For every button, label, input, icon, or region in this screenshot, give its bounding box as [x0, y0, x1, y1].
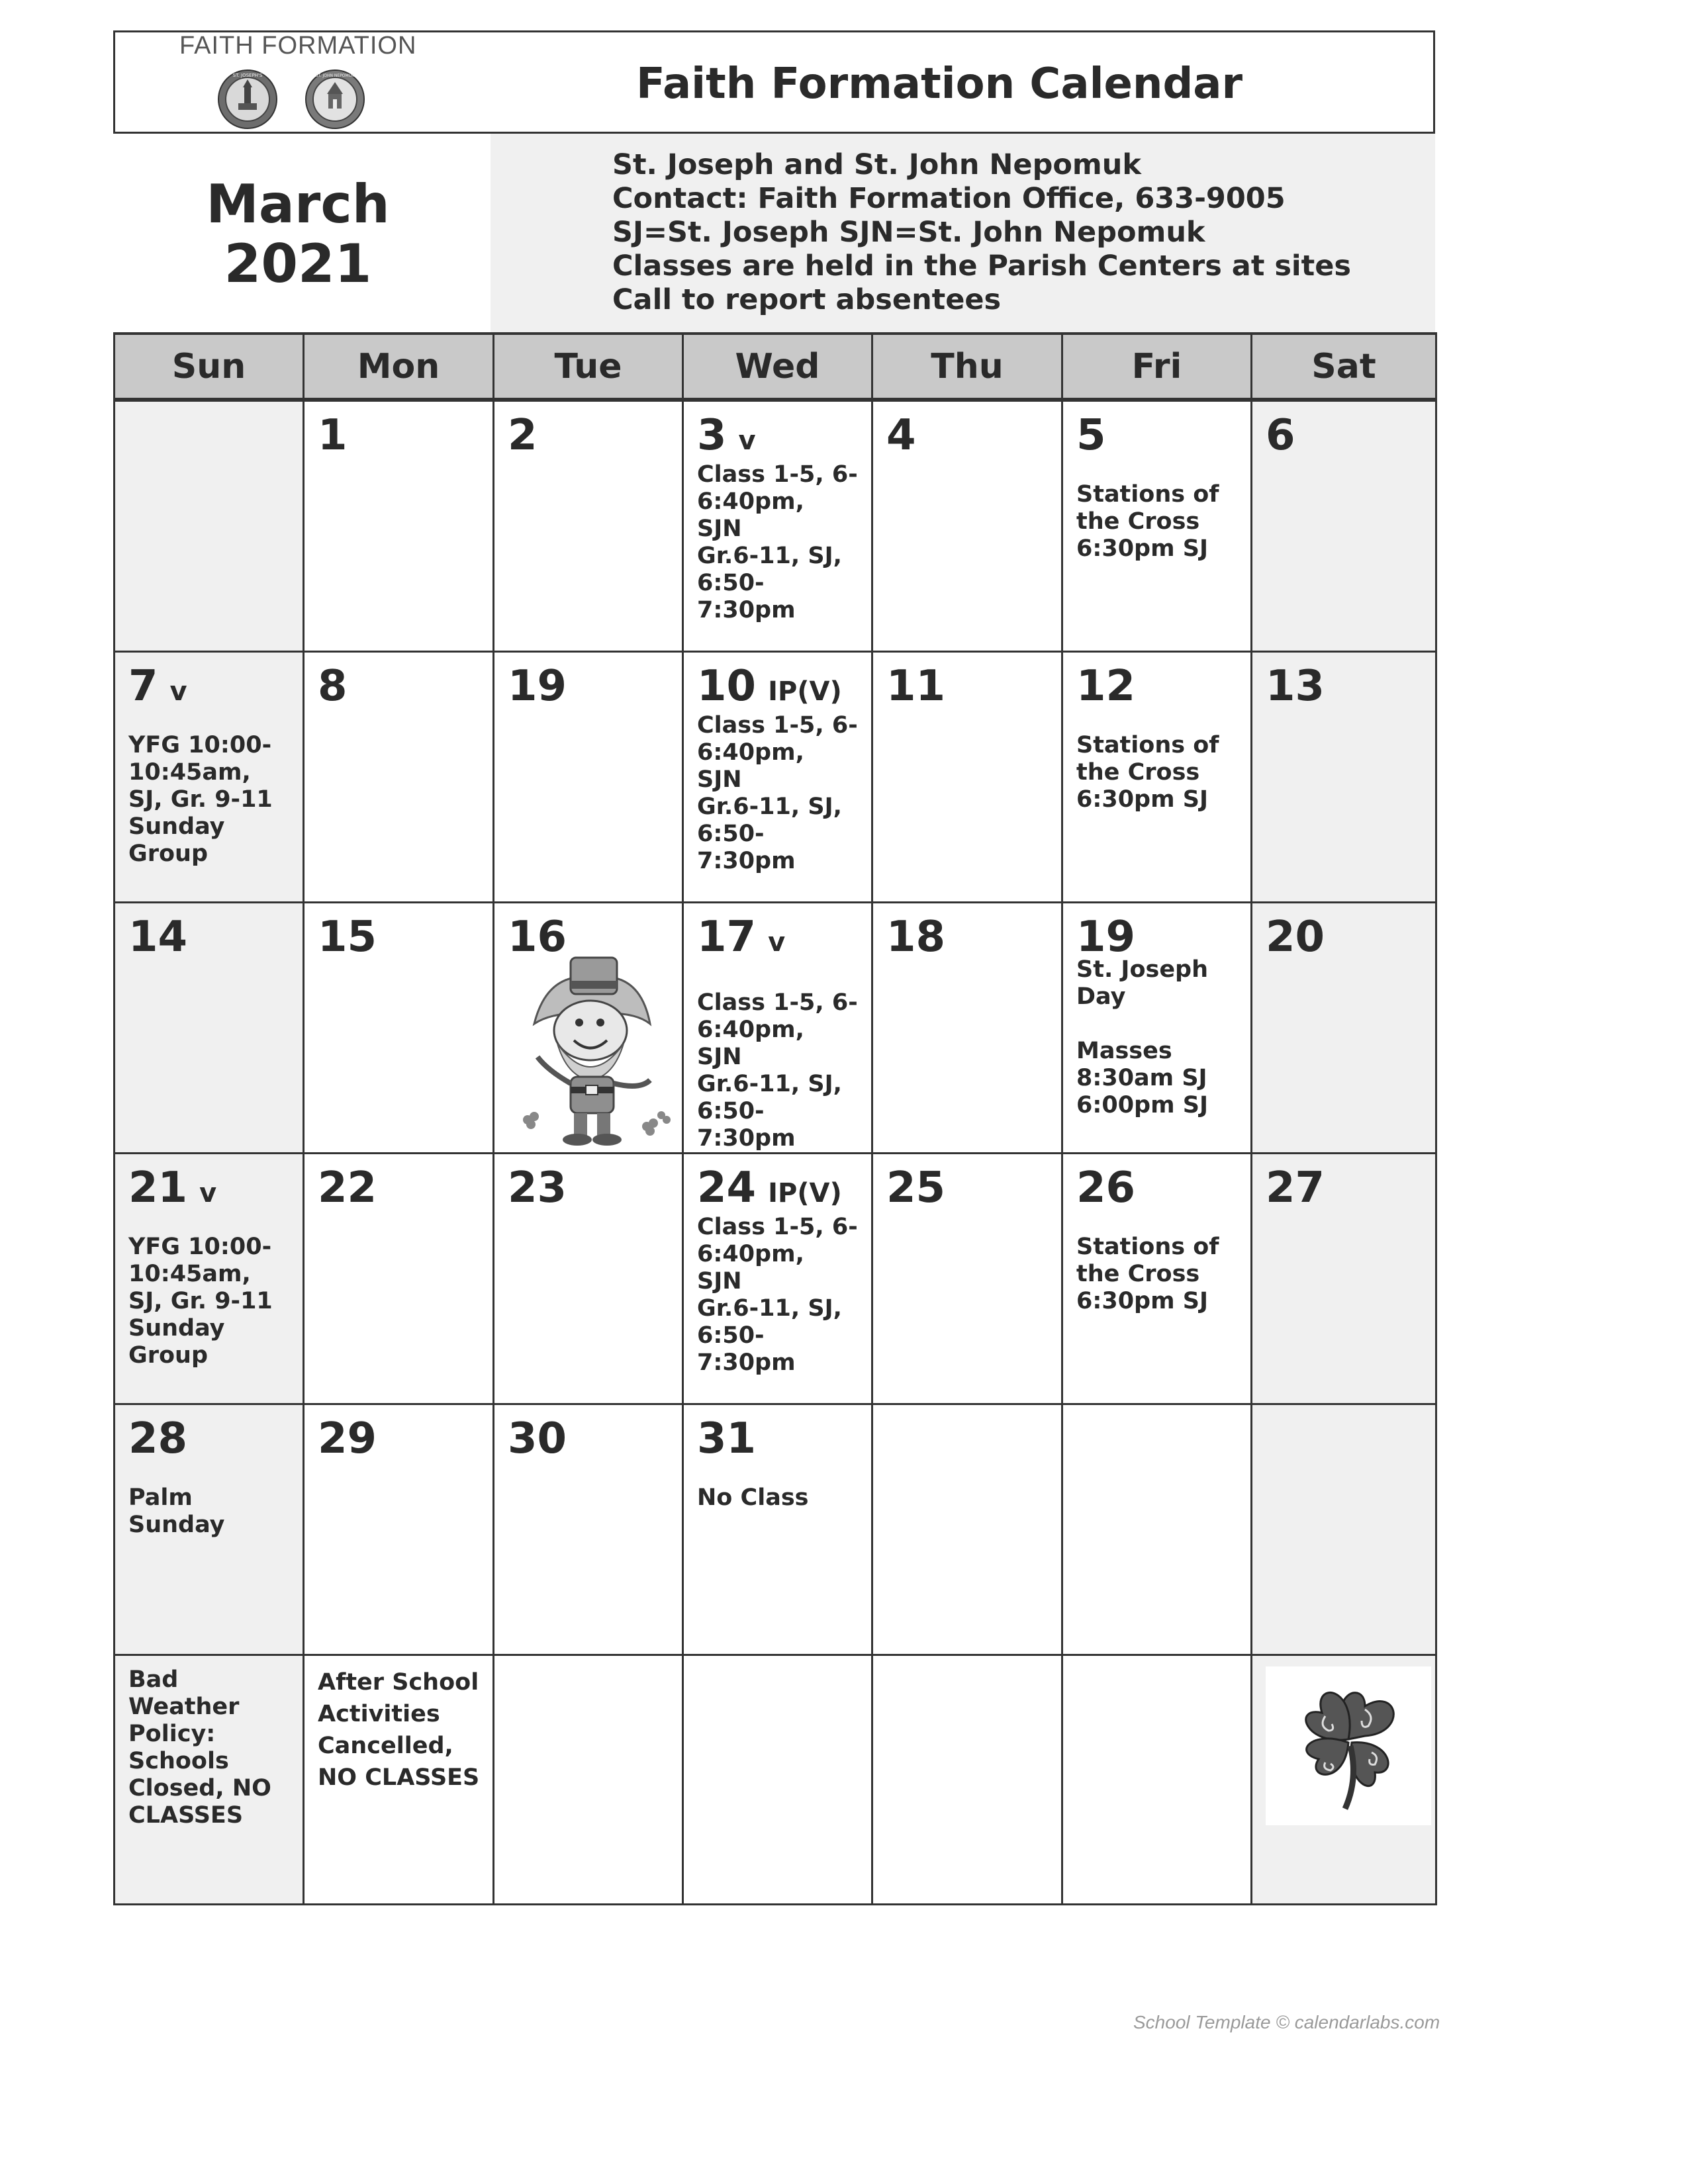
- day-number-value: 27: [1266, 1163, 1325, 1212]
- day-number: [1076, 662, 1135, 711]
- month-box: [113, 134, 491, 332]
- day-events: [1076, 1234, 1244, 1315]
- day-cell-16: [492, 901, 684, 1154]
- day-tag: v: [768, 927, 786, 958]
- day-number-value: 18: [886, 913, 946, 962]
- day-events: [1076, 732, 1244, 813]
- day-number-value: 26: [1076, 1163, 1136, 1212]
- day-number-value: 4: [886, 411, 916, 460]
- day-cell-empty: [871, 1403, 1063, 1656]
- day-number: [508, 411, 538, 460]
- event-line: Sunday: [128, 1315, 225, 1342]
- day-events: [128, 1484, 296, 1539]
- event-line: SJN: [697, 1268, 742, 1295]
- day-number: [508, 1414, 567, 1463]
- day-number-value: 7: [128, 662, 158, 711]
- info-line-classes-location: Classes are held in the Parish Centers at sites: [612, 250, 1351, 283]
- event-line: 6:40pm,: [697, 1017, 804, 1043]
- weekday-label: Thu: [931, 347, 1004, 387]
- day-number: [886, 1163, 945, 1212]
- event-line: Class 1-5, 6-: [697, 989, 858, 1016]
- footer-cell-empty: [682, 1654, 873, 1905]
- info-line-absentees: Call to report absentees: [612, 283, 1002, 316]
- event-line: SJ, Gr. 9-11: [128, 786, 273, 813]
- event-line: Group: [128, 1342, 209, 1369]
- weekday-header-thu: [871, 332, 1063, 400]
- day-number-value: 28: [128, 1414, 188, 1463]
- day-number: [128, 1414, 187, 1463]
- st-john-nepomuk-seal-icon: [305, 69, 365, 130]
- day-events: [128, 1234, 296, 1369]
- calendar-header: [113, 30, 1435, 134]
- event-line: 6:30pm SJ: [1076, 1288, 1208, 1314]
- event-line: Sunday: [128, 813, 225, 840]
- day-number-value: 30: [508, 1414, 567, 1463]
- day-cell-12: [1061, 651, 1252, 903]
- event-line: 7:30pm: [697, 597, 796, 623]
- day-cell-22: [303, 1152, 494, 1405]
- info-line-parishes: St. Joseph and St. John Nepomuk: [612, 148, 1141, 181]
- day-cell-27: [1250, 1152, 1437, 1405]
- day-number: [1266, 913, 1325, 962]
- day-number: [886, 411, 916, 460]
- event-line: 7:30pm: [697, 1125, 796, 1152]
- event-line: 6:50-: [697, 1098, 765, 1124]
- event-line: Masses: [1076, 1038, 1172, 1064]
- day-cell-30: [492, 1403, 684, 1656]
- event-line: Stations of: [1076, 1234, 1219, 1260]
- event-line: SJ, Gr. 9-11: [128, 1288, 273, 1314]
- day-cell-15: [303, 901, 494, 1154]
- event-line: SJN: [697, 766, 742, 793]
- note-line: Weather: [128, 1694, 240, 1720]
- event-spacer: [1076, 1011, 1244, 1038]
- day-number: [508, 1163, 567, 1212]
- day-cell-11: [871, 651, 1063, 903]
- day-number: [318, 662, 348, 711]
- seal-1-text: ST. JOSEPH'S: [232, 73, 263, 78]
- note-line: After School: [318, 1669, 479, 1696]
- event-line: SJN: [697, 1044, 742, 1070]
- day-tag: v: [199, 1178, 217, 1208]
- day-number: [697, 1163, 842, 1212]
- day-cell-13: [1250, 651, 1437, 903]
- note-text: [128, 1666, 297, 1829]
- day-number: [1076, 1163, 1135, 1212]
- day-number: [128, 1163, 216, 1212]
- day-number: [128, 913, 187, 962]
- event-line: Gr.6-11, SJ,: [697, 1071, 842, 1097]
- event-line: Class 1-5, 6-: [697, 712, 858, 739]
- day-number-value: 10: [697, 662, 757, 711]
- weekday-label: Tue: [554, 347, 622, 387]
- weekday-header-sun: [113, 332, 305, 400]
- weekday-header-sat: [1250, 332, 1437, 400]
- day-cell-10: [682, 651, 873, 903]
- event-line: Sunday: [128, 1512, 225, 1538]
- event-line: the Cross: [1076, 508, 1200, 535]
- month-year: 2021: [224, 233, 372, 295]
- day-number: [318, 1163, 377, 1212]
- day-number-value: 17: [697, 913, 757, 962]
- day-events: [697, 989, 865, 1152]
- day-cell-empty: [1250, 1403, 1437, 1656]
- after-school-note: [303, 1654, 494, 1905]
- day-number-value: 11: [886, 662, 946, 711]
- event-line: YFG 10:00-: [128, 1234, 272, 1260]
- event-line: Class 1-5, 6-: [697, 1214, 858, 1240]
- note-line: Activities: [318, 1701, 440, 1727]
- day-cell-5: [1061, 400, 1252, 653]
- event-line: 7:30pm: [697, 1349, 796, 1376]
- day-number: [697, 411, 756, 460]
- event-line: Stations of: [1076, 732, 1219, 758]
- day-number: [697, 662, 842, 711]
- event-line: 7:30pm: [697, 848, 796, 874]
- day-events: [697, 1484, 865, 1512]
- day-number-value: 31: [697, 1414, 757, 1463]
- info-row: [113, 134, 1435, 332]
- day-number-value: 19: [1076, 913, 1136, 962]
- event-line: 6:50-: [697, 821, 765, 847]
- footer-cell-empty: [871, 1654, 1063, 1905]
- day-cell-8: [303, 651, 494, 903]
- event-line: Class 1-5, 6-: [697, 461, 858, 488]
- event-line: the Cross: [1076, 759, 1200, 786]
- day-number: [318, 1414, 377, 1463]
- event-line: 6:30pm SJ: [1076, 535, 1208, 562]
- day-cell-7: [113, 651, 305, 903]
- day-tag: IP(V): [768, 1178, 842, 1208]
- note-line: Cancelled,: [318, 1733, 453, 1759]
- day-cell-2: [492, 400, 684, 653]
- day-cell-17: [682, 901, 873, 1154]
- day-cell-28: [113, 1403, 305, 1656]
- day-cell-20: [1250, 901, 1437, 1154]
- day-cell-19: [492, 651, 684, 903]
- day-events: [697, 1214, 865, 1377]
- calendar-grid: [113, 332, 1435, 1903]
- shamrock-icon: [1266, 1666, 1431, 1825]
- info-line-contact: Contact: Faith Formation Office, 633-9005: [612, 182, 1286, 215]
- day-cell-21: [113, 1152, 305, 1405]
- event-line: St. Joseph: [1076, 956, 1209, 983]
- day-cell-26: [1061, 1152, 1252, 1405]
- day-number-value: 13: [1266, 662, 1325, 711]
- day-number-value: 24: [697, 1163, 757, 1212]
- event-line: 6:50-: [697, 1322, 765, 1349]
- day-events: [1076, 481, 1244, 563]
- day-number-value: 15: [318, 913, 377, 962]
- event-line: the Cross: [1076, 1261, 1200, 1287]
- event-line: 6:50-: [697, 570, 765, 596]
- weekday-header-fri: [1061, 332, 1252, 400]
- note-line: Schools: [128, 1748, 229, 1774]
- info-line-abbreviations: SJ=St. Joseph SJN=St. John Nepomuk: [612, 216, 1205, 249]
- note-line: Closed, NO: [128, 1775, 271, 1801]
- weekday-header-tue: [492, 332, 684, 400]
- footer-cell-empty: [1061, 1654, 1252, 1905]
- event-line: 6:40pm,: [697, 488, 804, 515]
- event-line: 6:40pm,: [697, 1241, 804, 1267]
- day-tag: v: [738, 426, 756, 456]
- event-line: 8:30am SJ: [1076, 1065, 1207, 1091]
- day-number-value: 3: [697, 411, 727, 460]
- seal-2-text: ST. JOHN NEPOMUK: [315, 73, 355, 78]
- day-events: [697, 712, 865, 875]
- event-line: Gr.6-11, SJ,: [697, 543, 842, 569]
- day-number-value: 12: [1076, 662, 1136, 711]
- event-line: Day: [1076, 983, 1126, 1010]
- day-cell-4: [871, 400, 1063, 653]
- page-title: Faith Formation Calendar: [636, 60, 1243, 109]
- event-line: 10:45am,: [128, 1261, 251, 1287]
- day-tag: v: [169, 676, 187, 707]
- month-name: March: [206, 173, 390, 235]
- day-number-value: 22: [318, 1163, 377, 1212]
- day-number-value: 23: [508, 1163, 567, 1212]
- day-cell-1: [303, 400, 494, 653]
- note-line: NO CLASSES: [318, 1764, 480, 1791]
- day-number-value: 25: [886, 1163, 946, 1212]
- weekday-label: Wed: [735, 347, 820, 387]
- weekday-label: Sun: [171, 347, 246, 387]
- event-line: Stations of: [1076, 481, 1219, 508]
- day-cell-6: [1250, 400, 1437, 653]
- day-cell-empty: [1061, 1403, 1252, 1656]
- day-number: [697, 1414, 756, 1463]
- day-number-value: 14: [128, 913, 188, 962]
- day-number: [128, 662, 187, 711]
- note-text: [318, 1666, 487, 1794]
- event-line: 10:45am,: [128, 759, 251, 786]
- info-box: [491, 134, 1435, 332]
- day-cell-14: [113, 901, 305, 1154]
- day-number-value: 16: [508, 913, 567, 962]
- event-line: 6:40pm,: [697, 739, 804, 766]
- day-number-value: 5: [1076, 411, 1106, 460]
- footer-cell-empty: [492, 1654, 684, 1905]
- day-events: [1076, 956, 1244, 1119]
- leprechaun-icon: [508, 951, 673, 1150]
- day-number: [318, 913, 377, 962]
- bad-weather-policy-note: [113, 1654, 305, 1905]
- event-line: SJN: [697, 516, 742, 542]
- day-events: [128, 732, 296, 868]
- day-number: [1076, 411, 1106, 460]
- day-cell-empty: [113, 400, 305, 653]
- day-number: [1266, 411, 1295, 460]
- note-line: Bad: [128, 1666, 179, 1693]
- weekday-label: Sat: [1311, 347, 1376, 387]
- event-line: Group: [128, 841, 209, 867]
- st-joseph-seal-icon: [217, 69, 278, 130]
- day-cell-18: [871, 901, 1063, 1154]
- day-number: [886, 662, 945, 711]
- event-line: No Class: [697, 1484, 809, 1511]
- day-number: [697, 913, 785, 962]
- day-tag: IP(V): [768, 676, 842, 707]
- day-events: [697, 461, 865, 624]
- day-cell-31: [682, 1403, 873, 1656]
- day-number: [1076, 913, 1135, 962]
- day-cell-3: [682, 400, 873, 653]
- logo-caption: FAITH FORMATION: [179, 32, 417, 60]
- day-number: [318, 411, 348, 460]
- note-line: CLASSES: [128, 1802, 244, 1829]
- event-line: Gr.6-11, SJ,: [697, 1295, 842, 1322]
- day-cell-19: [1061, 901, 1252, 1154]
- day-number-value: 1: [318, 411, 348, 460]
- day-number-value: 8: [318, 662, 348, 711]
- day-number: [886, 913, 945, 962]
- day-number: [1266, 1163, 1325, 1212]
- shamrock-cell: [1250, 1654, 1437, 1905]
- weekday-label: Mon: [357, 347, 440, 387]
- weekday-header-mon: [303, 332, 494, 400]
- day-number-value: 20: [1266, 913, 1325, 962]
- day-cell-23: [492, 1152, 684, 1405]
- template-credit: School Template © calendarlabs.com: [1133, 2012, 1440, 2032]
- day-number-value: 6: [1266, 411, 1295, 460]
- day-cell-25: [871, 1152, 1063, 1405]
- day-number-value: 29: [318, 1414, 377, 1463]
- day-number: [1266, 662, 1325, 711]
- note-line: Policy:: [128, 1721, 216, 1747]
- event-line: 6:30pm SJ: [1076, 786, 1208, 813]
- day-number-value: 19: [508, 662, 567, 711]
- event-line: YFG 10:00-: [128, 732, 272, 758]
- day-number-value: 2: [508, 411, 538, 460]
- event-line: Palm: [128, 1484, 193, 1511]
- day-cell-24: [682, 1152, 873, 1405]
- event-line: Gr.6-11, SJ,: [697, 794, 842, 820]
- day-number: [508, 662, 567, 711]
- weekday-header-wed: [682, 332, 873, 400]
- day-number-value: 21: [128, 1163, 188, 1212]
- day-cell-29: [303, 1403, 494, 1656]
- weekday-label: Fri: [1131, 347, 1182, 387]
- event-line: 6:00pm SJ: [1076, 1092, 1208, 1118]
